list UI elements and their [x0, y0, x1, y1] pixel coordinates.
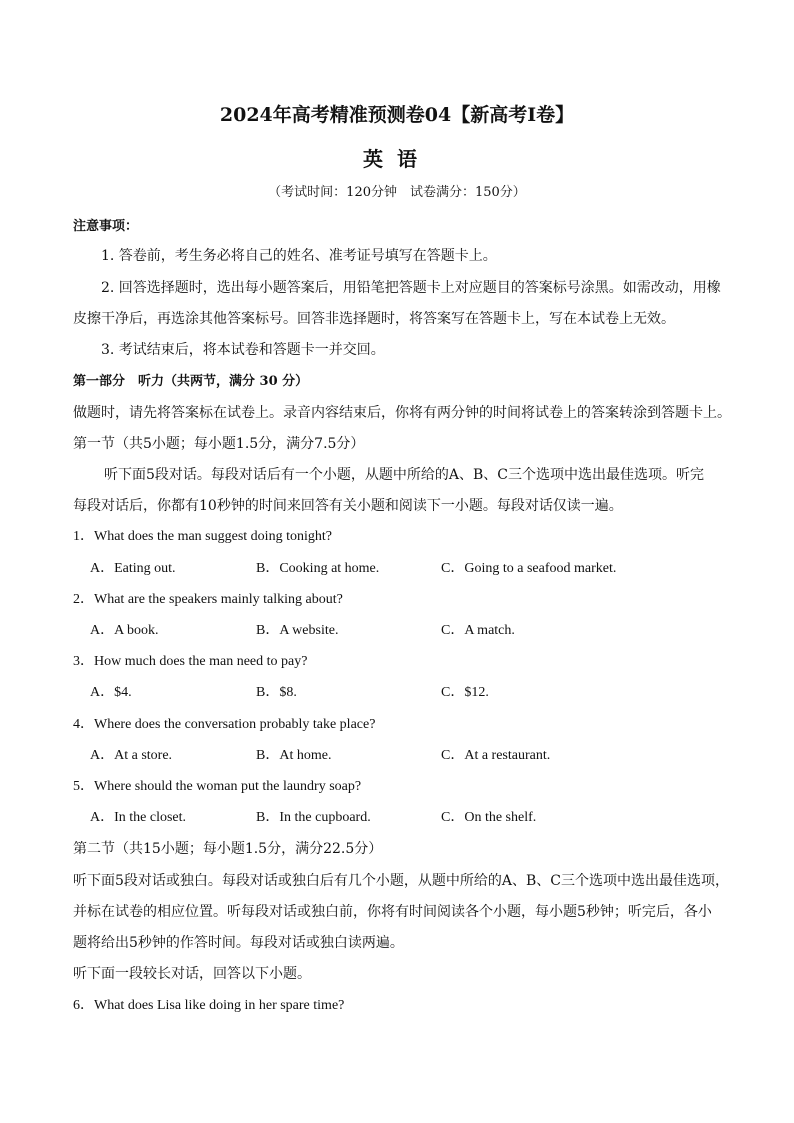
option-b: B．In the cupboard. — [256, 810, 371, 825]
option-c: C．Going to a seafood market. — [441, 561, 617, 576]
option-c: C．A match. — [441, 623, 515, 638]
section2-instruction-line-2: 并标在试卷的相应位置。听每段对话或独白前，你将有时间阅读各个小题，每小题5秒钟；听完后，各小 — [73, 904, 712, 920]
option-c: C．$12. — [441, 685, 489, 700]
exam-title: 2024年高考精准预测卷04【新高考I卷】 — [219, 104, 575, 126]
question-stem: 2．What are the speakers mainly talking about? — [73, 592, 343, 607]
question-options — [90, 560, 721, 578]
part1-instruction: 做题时，请先将答案标在试卷上。录音内容结束后，你将有两分钟的时间将试卷上的答案转涂到答题卡上。 — [73, 405, 731, 421]
option-b: B．A website. — [256, 623, 339, 638]
section2-instruction-line-3: 题将给出5秒钟的作答时间。每段对话或独白读两遍。 — [73, 935, 404, 951]
option-a: A．At a store. — [90, 748, 173, 763]
option-b: B．$8. — [256, 685, 297, 700]
option-b: B．At home. — [256, 748, 332, 763]
section2-instruction-line-4: 听下面一段较长对话，回答以下小题。 — [73, 966, 311, 982]
option-a: A．Eating out. — [90, 561, 176, 576]
section1-instruction-line-2: 每段对话后，你都有10秒钟的时间来回答有关小题和阅读下一小题。每段对话仅读一遍。 — [73, 498, 623, 514]
notice-item-3: 3. 考试结束后，将本试卷和答题卡一并交回。 — [101, 342, 385, 358]
section1-instruction-line-1: 听下面5段对话。每段对话后有一个小题，从题中所给的A、B、C三个选项中选出最佳选项。听完 — [104, 467, 705, 483]
question-options — [90, 684, 721, 702]
notice-heading: 注意事项： — [73, 219, 139, 234]
option-b: B．Cooking at home. — [256, 561, 380, 576]
part1-heading: 第一部分 听力（共两节，满分 30 分） — [73, 374, 309, 389]
question-options — [90, 622, 721, 640]
section2-instruction-line-1: 听下面5段对话或独白。每段对话或独白后有几个小题，从题中所给的A、B、C三个选项中选出最佳选项， — [73, 873, 730, 889]
question-options — [90, 809, 721, 827]
subject-title: 英语 — [363, 147, 431, 171]
question-stem: 6．What does Lisa like doing in her spare time? — [73, 998, 345, 1013]
question-stem: 3．How much does the man need to pay? — [73, 654, 308, 669]
option-a: A．$4. — [90, 685, 132, 700]
notice-item-2-line-1: 2. 回答选择题时，选出每小题答案后，用铅笔把答题卡上对应题目的答案标号涂黑。如需改动，用橡 — [101, 280, 721, 296]
option-c: C．On the shelf. — [441, 810, 537, 825]
notice-item-2-line-2: 皮擦干净后，再选涂其他答案标号。回答非选择题时，将答案写在答题卡上，写在本试卷上无效。 — [73, 311, 675, 327]
notice-item-1: 1. 答卷前，考生务必将自己的姓名、准考证号填写在答题卡上。 — [101, 248, 497, 264]
option-a: A．A book. — [90, 623, 159, 638]
exam-meta: （考试时间：120分钟 试卷满分：150分） — [268, 185, 526, 200]
question-options — [90, 747, 721, 765]
option-c: C．At a restaurant. — [441, 748, 551, 763]
question-stem: 4．Where does the conversation probably take place? — [73, 717, 376, 732]
option-a: A．In the closet. — [90, 810, 187, 825]
section1-heading: 第一节（共5小题；每小题1.5分，满分7.5分） — [73, 436, 365, 452]
section2-heading: 第二节（共15小题；每小题1.5分，满分22.5分） — [73, 841, 383, 857]
question-stem: 5．Where should the woman put the laundry soap? — [73, 779, 362, 794]
question-stem: 1．What does the man suggest doing tonight? — [73, 529, 332, 544]
